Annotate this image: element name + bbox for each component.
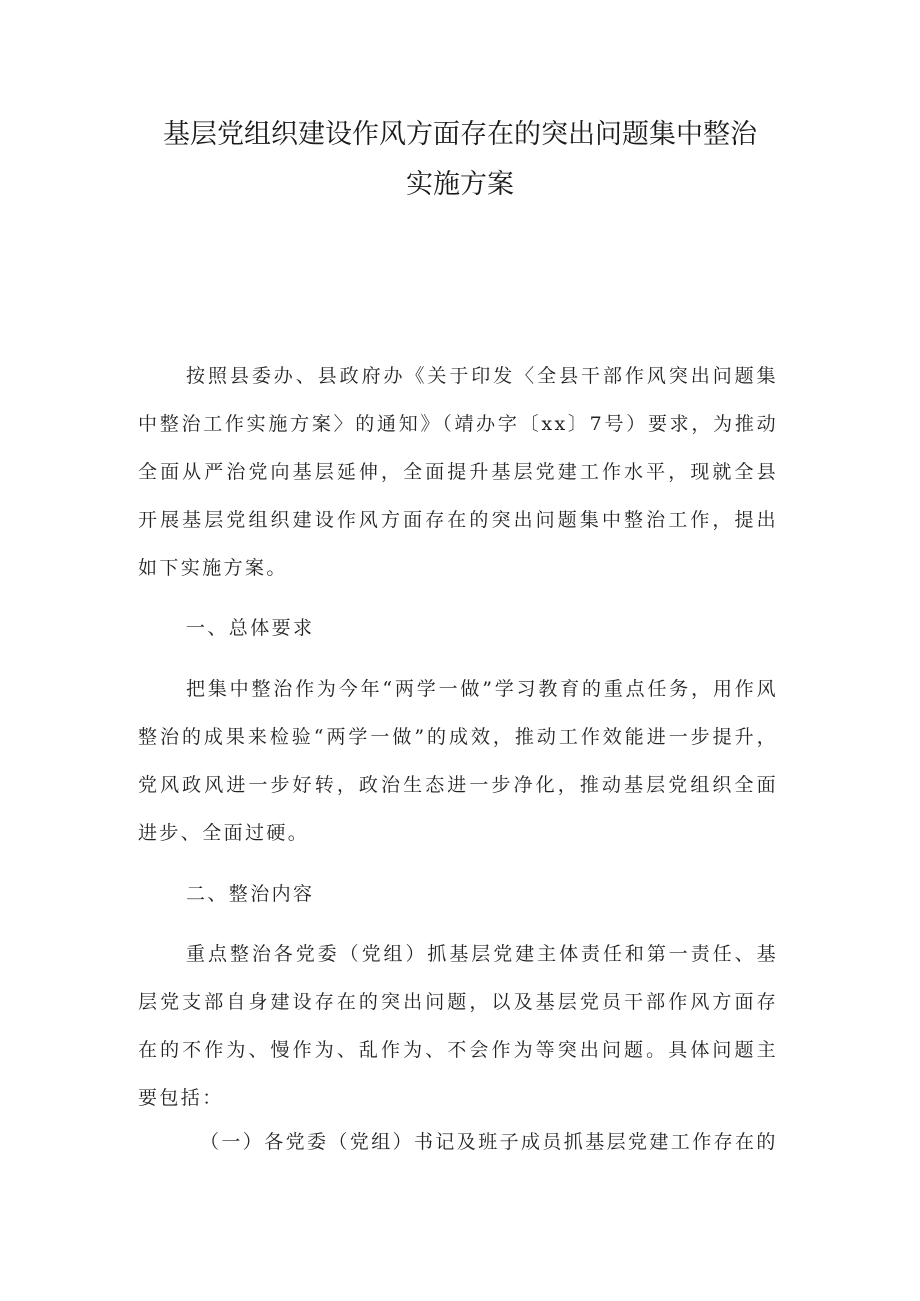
item-1-paragraph: （一）各党委（党组）书记及班子成员抓基层党建工作存在的 (200, 1131, 778, 1153)
section-1-heading: 一、总体要求 (186, 617, 315, 639)
section-2-paragraph: 重点整治各党委（党组）抓基层党建主体责任和第一责任、基层党支部自身建设存在的突出问题，以及基层党员干部作风方面存在的不作为、慢作为、乱作为、不会作为等突出问题。具体问题主要包括： (138, 943, 778, 1109)
intro-paragraph: 按照县委办、县政府办《关于印发〈全县干部作风突出问题集中整治工作实施方案〉的通知》（靖办字〔xx〕7号）要求，为推动全面从严治党向基层延伸，全面提升基层党建工作水平，现就全县开展基层党组织建设作风方面存在的突出问题集中整治工作，提出如下实施方案。 (138, 365, 778, 579)
section-2-heading: 二、整治内容 (186, 883, 315, 905)
document-title-line-1: 基层党组织建设作风方面存在的突出问题集中整治 (163, 119, 757, 150)
section-1-paragraph: 把集中整治作为今年“两学一做”学习教育的重点任务，用作风整治的成果来检验“两学一做”的成效，推动工作效能进一步提升，党风政风进一步好转，政治生态进一步净化，推动基层党组织全面进步、全面过硬。 (138, 678, 778, 844)
document-title-line-2: 实施方案 (406, 169, 514, 200)
